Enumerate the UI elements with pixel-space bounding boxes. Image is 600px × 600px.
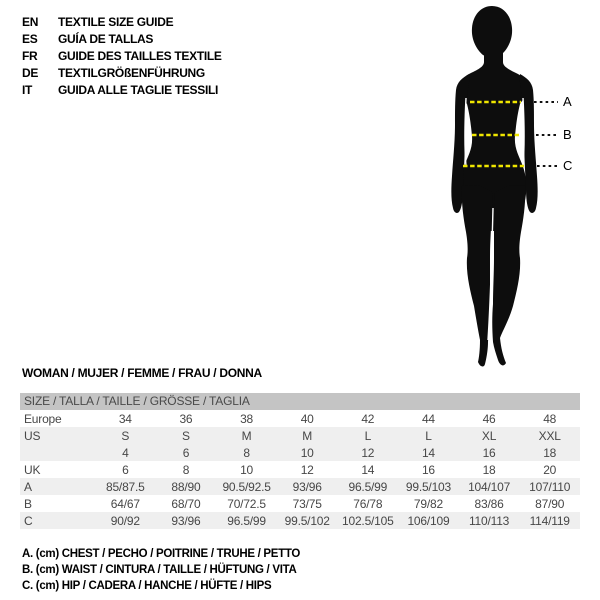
table-cell: 99.5/102 xyxy=(284,513,330,528)
section-title: WOMAN / MUJER / FEMME / FRAU / DONNA xyxy=(22,366,262,380)
table-cell: 104/107 xyxy=(468,479,511,494)
language-code: IT xyxy=(22,83,33,97)
size-table xyxy=(20,393,580,529)
table-cell: 70/72.5 xyxy=(227,496,266,511)
table-cell: 96.5/99 xyxy=(227,513,266,528)
table-cell: 64/67 xyxy=(110,496,140,511)
table-cell: 110/113 xyxy=(468,513,510,528)
table-row-label: A xyxy=(24,479,32,494)
language-row xyxy=(22,31,222,48)
table-cell: 93/96 xyxy=(292,479,322,494)
measure-label-c: C xyxy=(563,158,573,173)
table-row-label: C xyxy=(24,513,33,528)
table-cell: 96.5/99 xyxy=(348,479,388,494)
language-row xyxy=(22,82,222,99)
table-cell: 90/92 xyxy=(110,513,140,528)
table-cell: 90.5/92.5 xyxy=(222,479,271,494)
language-title: GUIDE DES TAILLES TEXTILE xyxy=(58,49,222,63)
table-cell: L xyxy=(425,428,432,443)
table-row xyxy=(20,410,580,427)
table-cell: S xyxy=(182,428,190,443)
table-cell: 16 xyxy=(421,462,435,477)
table-row xyxy=(20,444,580,461)
table-cell: 4 xyxy=(122,445,129,460)
table-row-label: Europe xyxy=(24,411,62,426)
language-row xyxy=(22,65,222,82)
table-row xyxy=(20,495,580,512)
table-row xyxy=(20,512,580,529)
table-cell: 76/78 xyxy=(353,496,383,511)
table-cell: 107/110 xyxy=(529,479,571,494)
table-cell: M xyxy=(241,428,252,443)
table-cell: 34 xyxy=(118,411,132,426)
table-cell: 85/87.5 xyxy=(105,479,145,494)
language-list xyxy=(22,14,222,99)
table-cell: 14 xyxy=(421,445,435,460)
table-cell: S xyxy=(121,428,130,443)
table-cell: 38 xyxy=(240,411,254,426)
table-cell: 10 xyxy=(300,445,314,460)
table-cell: 12 xyxy=(300,462,314,477)
table-cell: 18 xyxy=(482,462,496,477)
table-cell: 114/119 xyxy=(529,513,570,528)
table-cell: L xyxy=(364,428,372,443)
table-cell: 40 xyxy=(300,411,314,426)
table-body xyxy=(20,410,580,529)
legend-line: C. (cm) HIP / CADERA / HANCHE / HÜFTE / HIPS xyxy=(22,580,272,592)
table-cell: 42 xyxy=(361,411,375,426)
table-cell: 99.5/103 xyxy=(405,479,451,494)
table-cell: 6 xyxy=(122,462,129,477)
table-cell: XL xyxy=(481,428,497,443)
language-title: GUÍA DE TALLAS xyxy=(58,32,154,46)
language-title: TEXTILE SIZE GUIDE xyxy=(58,15,174,29)
table-row-label: UK xyxy=(24,462,41,477)
legend-line: A. (cm) CHEST / PECHO / POITRINE / TRUHE / PETTO xyxy=(22,548,301,560)
table-row-label: B xyxy=(24,496,32,511)
table-cell: 102.5/105 xyxy=(342,513,394,528)
table-cell: 20 xyxy=(543,462,557,477)
table-row xyxy=(20,478,580,495)
table-cell: 36 xyxy=(179,411,193,426)
table-cell: 83/86 xyxy=(474,496,504,511)
figure-area xyxy=(400,0,600,380)
measure-label-a: A xyxy=(563,94,572,109)
table-cell: 8 xyxy=(182,462,190,477)
table-cell: 88/90 xyxy=(171,479,201,494)
measurement-legend xyxy=(22,546,300,594)
table-cell: 68/70 xyxy=(171,496,201,511)
woman-silhouette xyxy=(451,6,537,366)
table-cell: 87/90 xyxy=(535,496,565,511)
language-row xyxy=(22,14,222,31)
woman-silhouette-image xyxy=(400,0,600,380)
table-cell: 6 xyxy=(182,445,190,460)
table-cell: 93/96 xyxy=(171,513,201,528)
table-cell: 48 xyxy=(543,411,557,426)
table-cell: M xyxy=(302,428,313,443)
table-cell: 14 xyxy=(361,462,375,477)
table-cell: 44 xyxy=(421,411,435,426)
language-title: TEXTILGRÖßENFÜHRUNG xyxy=(58,66,205,80)
table-row-label: US xyxy=(24,428,41,443)
table-cell: 79/82 xyxy=(413,496,443,511)
language-row xyxy=(22,48,222,65)
connector-dash-lines xyxy=(534,102,558,166)
table-cell: 106/109 xyxy=(407,513,450,528)
table-cell: XXL xyxy=(538,428,561,443)
table-cell: 73/75 xyxy=(292,496,322,511)
table-cell: 16 xyxy=(482,445,496,460)
language-code: FR xyxy=(22,49,38,63)
language-title: GUIDA ALLE TAGLIE TESSILI xyxy=(58,83,219,97)
table-cell: 10 xyxy=(240,462,254,477)
table-cell: 12 xyxy=(361,445,375,460)
legend-line: B. (cm) WAIST / CINTURA / TAILLE / HÜFTUNG / VITA xyxy=(22,564,297,576)
table-cell: 8 xyxy=(243,445,250,460)
table-cell: 46 xyxy=(482,411,496,426)
table-cell: 18 xyxy=(543,445,557,460)
table-row xyxy=(20,461,580,478)
language-code: DE xyxy=(22,66,39,80)
measure-label-b: B xyxy=(563,127,572,142)
table-row xyxy=(20,427,580,444)
language-code: EN xyxy=(22,15,39,29)
table-header: SIZE / TALLA / TAILLE / GRÖSSE / TAGLIA xyxy=(20,393,580,410)
language-code: ES xyxy=(22,32,38,46)
